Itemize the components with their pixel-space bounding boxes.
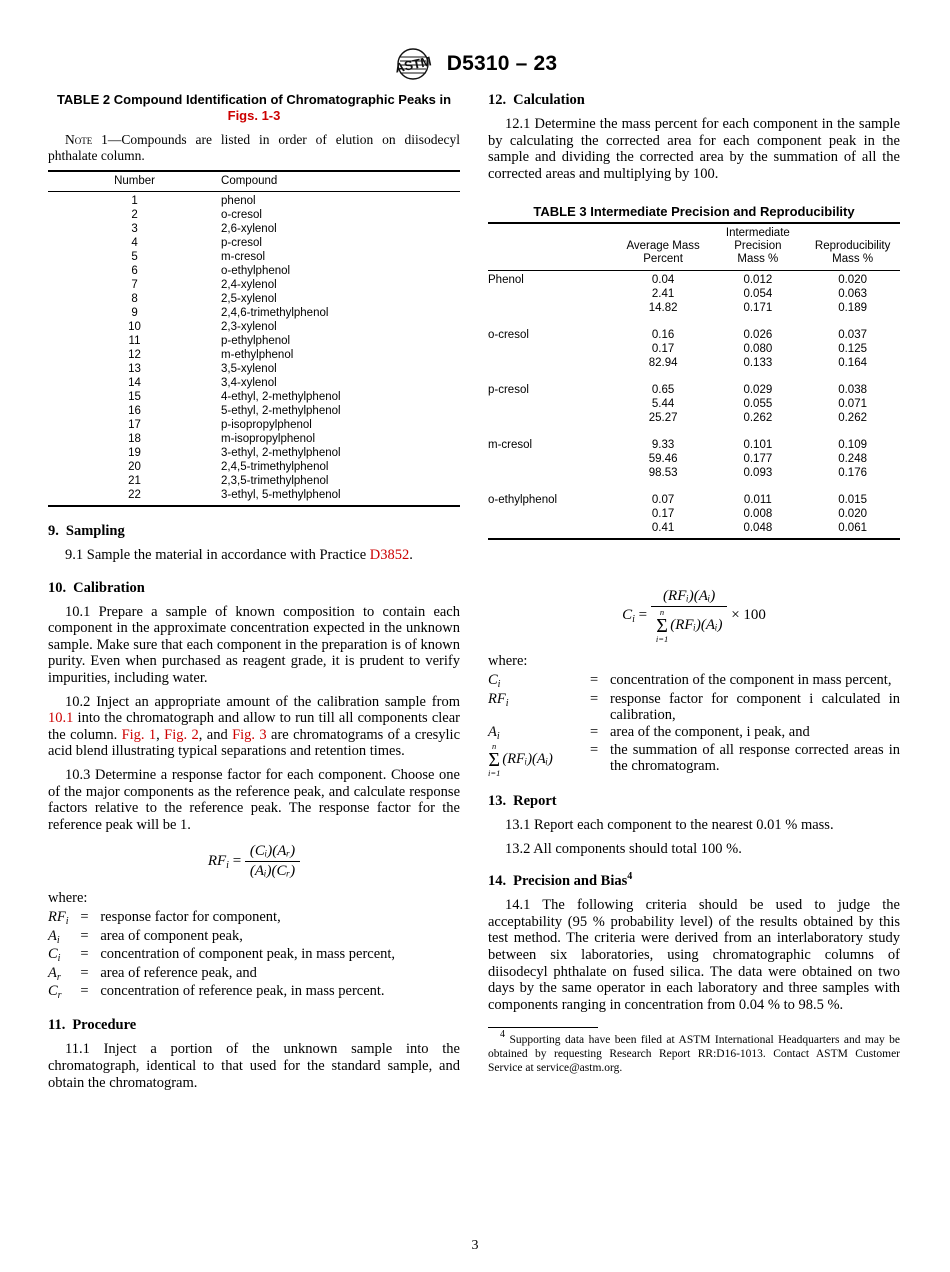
table-row: [48, 362, 460, 376]
document-designation: D5310 – 23: [446, 52, 558, 75]
section-12-heading: [488, 92, 900, 109]
cell-reproducibility: 0.063: [838, 288, 867, 301]
cell-analyte: [488, 342, 616, 356]
cell-compound: 4-ethyl, 2-methylphenol: [221, 391, 341, 403]
cell-reproducibility: 0.189: [838, 302, 867, 315]
cell-average-mass: 0.07: [651, 494, 675, 507]
cell-compound: m-isopropylphenol: [221, 433, 315, 445]
table-row: [488, 328, 900, 342]
table-row: [48, 418, 460, 432]
section-13-number: 13.: [488, 793, 507, 809]
note-text: 1—Compounds are listed in order of elution on diisodecyl phthalate column.: [48, 132, 460, 163]
table-row: [488, 356, 900, 370]
cell-compound: phenol: [221, 195, 256, 207]
summation-lower-limit: i=1: [655, 633, 669, 644]
cell-average-mass: 14.82: [648, 302, 678, 315]
cell-average-mass: 0.65: [651, 384, 675, 397]
svg-text:ASTM: ASTM: [393, 53, 433, 76]
table-row: [48, 292, 460, 306]
cell-precision: 0.012: [743, 274, 773, 287]
cell-reproducibility: 0.262: [838, 412, 867, 425]
cell-number: 10: [128, 321, 141, 333]
paragraph-13-1: 13.1 Report each component to the nearest 0.01 % mass.: [505, 817, 834, 833]
cell-number: 12: [128, 349, 141, 361]
section-12-title: Calculation: [513, 92, 585, 108]
cell-analyte: Phenol: [488, 274, 524, 287]
cell-average-mass: 82.94: [648, 357, 678, 370]
cell-compound: o-cresol: [221, 209, 262, 221]
cell-analyte: [488, 452, 616, 466]
table-group-spacer: [488, 315, 900, 328]
table-row: [48, 222, 460, 236]
definition-row: [48, 965, 460, 983]
cell-number: 11: [128, 335, 141, 347]
xref-d3852[interactable]: D3852: [369, 547, 410, 563]
table-row: [48, 446, 460, 460]
definition-description: area of the component, i peak, and: [610, 723, 810, 740]
cell-reproducibility: 0.176: [838, 467, 867, 480]
paragraph-10-2-b: into the chromatograph and allow to run till all components clear the column.: [48, 710, 460, 743]
definition-row: [48, 946, 460, 964]
definition-row: [488, 691, 900, 724]
cell-reproducibility: 0.038: [838, 384, 867, 397]
table-3-header-reproducibility: Reproducibility Mass %: [805, 223, 900, 271]
where-label-10: where:: [48, 890, 88, 907]
cell-compound: 3-ethyl, 5-methylphenol: [221, 488, 460, 506]
cell-compound: p-cresol: [221, 237, 262, 249]
definition-description: the summation of all response corrected areas in the chromatogram.: [610, 742, 900, 775]
cell-compound: 3-ethyl, 2-methylphenol: [221, 447, 341, 459]
table-row: [48, 376, 460, 390]
cell-reproducibility: 0.125: [838, 343, 867, 356]
table-row: [48, 278, 460, 292]
table-row: [488, 383, 900, 397]
cell-reproducibility: 0.061: [805, 521, 900, 539]
definition-equals: =: [590, 742, 599, 758]
definition-symbol: $A_r$: [48, 964, 61, 983]
cell-precision: 0.080: [743, 343, 773, 356]
table-row: [488, 521, 900, 539]
cell-analyte: [488, 466, 616, 480]
cell-number: 16: [128, 405, 141, 417]
table-group-spacer: [488, 425, 900, 438]
cell-precision: 0.008: [743, 508, 773, 521]
table-2-title: [48, 92, 460, 124]
cell-number: 1: [131, 195, 138, 207]
note-label: Note: [65, 132, 93, 147]
cell-number: 18: [128, 433, 141, 445]
definition-equals: =: [80, 927, 89, 944]
paragraph-9-1-tail: .: [409, 547, 413, 563]
section-14-number: 14.: [488, 873, 507, 890]
cell-average-mass: 5.44: [651, 398, 675, 411]
cell-number: 17: [128, 419, 141, 431]
definition-symbol-summation: n Σ i=1 (RFᵢ)(Aᵢ): [488, 741, 553, 778]
definition-row: [488, 742, 900, 777]
xref-fig-3[interactable]: Fig. 3: [232, 726, 267, 743]
footnote-4: [488, 1029, 900, 1075]
cell-number: 3: [131, 223, 138, 235]
cell-reproducibility: 0.015: [838, 494, 867, 507]
cell-precision: 0.048: [710, 521, 805, 539]
table-row: [48, 306, 460, 320]
cell-average-mass: 0.17: [651, 508, 675, 521]
definition-equals: =: [590, 690, 599, 707]
cell-number: 21: [128, 475, 141, 487]
table-row: [48, 208, 460, 222]
cell-compound: 3,5-xylenol: [221, 363, 277, 375]
table-row: [48, 320, 460, 334]
definition-symbol: $A_i$: [488, 723, 500, 742]
table-row: [48, 334, 460, 348]
definition-equals: =: [590, 672, 599, 689]
table-row: [488, 411, 900, 425]
footnote-text: Supporting data have been filed at ASTM International Headquarters and may be obtained by requesting Research Report RR:D16-1013. Contact ASTM Customer Service at service@astm.org.: [488, 1034, 900, 1074]
cell-average-mass: 98.53: [648, 467, 678, 480]
cell-compound: p-ethylphenol: [221, 335, 291, 347]
section-9-number: 9.: [48, 523, 59, 539]
equation-ci-numerator: (RFᵢ)(Aᵢ): [651, 588, 728, 607]
table-2-note: [48, 132, 460, 163]
cell-average-mass: 0.41: [616, 521, 711, 539]
equation-ci-den-body: (RFᵢ)(Aᵢ): [670, 617, 723, 634]
equation-ci-fraction: [651, 588, 728, 643]
left-column: [48, 92, 460, 1098]
cell-reproducibility: 0.164: [838, 357, 867, 370]
cell-compound: 2,4,6-trimethylphenol: [221, 307, 329, 319]
section-11-title: Procedure: [72, 1017, 137, 1034]
table-2-body: [48, 192, 460, 507]
cell-analyte: [488, 521, 616, 539]
table-2-title-text: TABLE 2 Compound Identification of Chromatographic Peaks in: [56, 92, 452, 107]
cell-compound: p-isopropylphenol: [221, 419, 312, 431]
equation-ci-multiplier: × 100: [731, 607, 766, 624]
table-row: [48, 432, 460, 446]
definition-symbol: $A_i$: [48, 927, 60, 946]
cell-precision: 0.171: [743, 302, 773, 315]
section-11-heading: [48, 1017, 460, 1034]
paragraph-10-2-d: , and: [198, 726, 233, 743]
cell-number: 20: [128, 461, 141, 473]
cell-precision: 0.133: [743, 357, 773, 370]
cell-analyte: [488, 397, 616, 411]
section-10-title: Calibration: [73, 579, 145, 596]
cell-precision: 0.054: [743, 288, 773, 301]
section-9-heading: [48, 523, 460, 540]
equation-rf-denominator: (Aᵢ)(Cᵣ): [249, 863, 296, 880]
cell-compound: o-ethylphenol: [221, 265, 291, 277]
cell-analyte: m-cresol: [488, 439, 533, 452]
cell-precision: 0.101: [743, 439, 773, 452]
table-row: [488, 271, 900, 288]
cell-reproducibility: 0.020: [838, 274, 867, 287]
cell-number: 6: [131, 265, 138, 277]
summation-upper-limit: n: [659, 607, 665, 618]
definition-symbol: $C_i$: [488, 672, 501, 691]
cell-analyte: p-cresol: [488, 384, 529, 397]
definition-description: concentration of component peak, in mass percent,: [100, 946, 396, 963]
table-row: [48, 192, 460, 209]
definition-description: area of component peak,: [100, 927, 243, 944]
cell-compound: 2,6-xylenol: [221, 223, 277, 235]
section-14-title: Precision and Bias: [513, 873, 628, 890]
where-label-12: where:: [488, 653, 528, 670]
table-3-header-average-mass: Average Mass Percent: [616, 223, 711, 271]
definition-equals: =: [80, 946, 89, 963]
definition-equals: =: [80, 909, 89, 926]
table-2-title-xref[interactable]: Figs. 1-3: [227, 108, 281, 123]
summation-operator-inline: n Σ i=1: [488, 741, 501, 778]
cell-number: 5: [131, 251, 138, 263]
paragraph-9-1-text: 9.1 Sample the material in accordance with Practice: [65, 547, 370, 563]
section-10-number: 10.: [48, 579, 67, 596]
definition-description: area of reference peak, and: [100, 964, 257, 981]
cell-number: 9: [131, 307, 138, 319]
paragraph-14-1: 14.1 The following criteria should be used to judge the acceptability (95 % probability level) of the results obtained by this test method. The criteria were derived from an interlaboratory study between six laboratories, using chromatographic columns of diisodecyl phthalate on fused silica. The data were obtained on two days by the same operator in each laboratory and three samples with components ranging in concentration from 0.04 % to 98.5 %.: [488, 897, 900, 1013]
cell-precision: 0.093: [743, 467, 773, 480]
cell-number: 22: [48, 488, 221, 506]
page-number: 3: [471, 1238, 479, 1253]
cell-reproducibility: 0.109: [838, 439, 867, 452]
cell-compound: 3,4-xylenol: [221, 377, 277, 389]
section-11-number: 11.: [48, 1017, 66, 1034]
cell-compound: m-cresol: [221, 251, 266, 263]
section-12-number: 12.: [488, 92, 507, 108]
cell-compound: 2,5-xylenol: [221, 293, 277, 305]
table-row: [48, 488, 460, 506]
paragraph-10-3: 10.3 Determine a response factor for each component. Choose one of the major components as the reference peak, and calculate response factors relative to the reference peak. The response factor for the reference peak will be 1.: [48, 766, 460, 833]
cell-reproducibility: 0.071: [838, 398, 867, 411]
equation-ci-equals: =: [638, 607, 648, 624]
cell-precision: 0.055: [743, 398, 773, 411]
paragraph-11-1: 11.1 Inject a portion of the unknown sample into the chromatograph, identical to that used for the standard sample, and obtain the chromatogram.: [48, 1041, 460, 1091]
paragraph-10-2-e: are chromatograms of a cresylic acid blend illustrating typical separations and retention times.: [48, 726, 461, 760]
cell-analyte: o-ethylphenol: [488, 494, 558, 507]
cell-compound: 2,4,5-trimethylphenol: [221, 461, 329, 473]
definition-row: [488, 672, 900, 690]
table-row: [48, 460, 460, 474]
xref-fig-1[interactable]: Fig. 1: [121, 726, 157, 743]
summation-operator: [656, 608, 668, 643]
cell-precision: 0.029: [743, 384, 773, 397]
paragraph-13-2: 13.2 All components should total 100 %.: [505, 840, 742, 857]
cell-precision: 0.026: [743, 329, 773, 342]
definition-symbol: $C_r$: [48, 982, 62, 1001]
cell-number: 4: [131, 237, 138, 249]
definition-list-10: [48, 909, 460, 1001]
definition-list-12: [488, 672, 900, 777]
table-row: [48, 250, 460, 264]
equation-rf-equals: =: [232, 853, 242, 870]
paragraph-10-2-a: 10.2 Inject an appropriate amount of the calibration sample from: [65, 693, 460, 710]
cell-precision: 0.011: [743, 494, 772, 507]
sigma-icon: Σ: [488, 748, 500, 771]
right-column: [488, 92, 900, 1075]
astm-logo-icon: [393, 48, 433, 80]
table-row: [48, 390, 460, 404]
table-3-header-intermediate-precision: Intermediate Precision Mass %: [710, 223, 805, 271]
table-row: [48, 474, 460, 488]
table-row: [488, 507, 900, 521]
cell-compound: 2,4-xylenol: [221, 279, 277, 291]
definition-symbol: $C_i$: [48, 946, 61, 965]
cell-compound: 2,3,5-trimethylphenol: [221, 475, 329, 487]
cell-number: 13: [128, 363, 141, 375]
equation-ci-denominator: [651, 607, 728, 643]
table-2-header-number: Number: [48, 171, 221, 192]
table-3-title: TABLE 3 Intermediate Precision and Reproducibility: [533, 204, 855, 220]
cell-analyte: o-cresol: [488, 329, 529, 342]
paragraph-9-1: [48, 547, 460, 564]
cell-reproducibility: 0.037: [838, 329, 867, 342]
table-2: [48, 92, 460, 507]
equation-concentration: [488, 588, 900, 643]
equation-response-factor: [48, 843, 460, 880]
definition-symbol: $RF_i$: [48, 909, 69, 928]
cell-analyte: [488, 411, 616, 425]
equation-rf-lhs-sub: i: [226, 860, 229, 872]
table-3-header-blank: [488, 223, 616, 271]
definition-equals: =: [590, 723, 599, 740]
cell-analyte: [488, 287, 616, 301]
cell-analyte: [488, 507, 616, 521]
table-row: [488, 493, 900, 507]
table-row: [488, 301, 900, 315]
table-3: [488, 204, 900, 540]
paragraph-10-2: [48, 694, 460, 760]
definition-row: [48, 928, 460, 946]
section-10-heading: [48, 580, 460, 597]
cell-number: 2: [131, 209, 138, 221]
definition-row: [48, 983, 460, 1001]
document-header: [0, 48, 950, 80]
table-3-body: [488, 271, 900, 540]
table-group-spacer: [488, 370, 900, 383]
table-3-grid: [488, 222, 900, 540]
cell-analyte: [488, 356, 616, 370]
definition-description: concentration of reference peak, in mass percent.: [100, 982, 385, 999]
paragraph-10-2-c: ,: [156, 726, 165, 743]
cell-average-mass: 0.04: [651, 274, 675, 287]
definition-row: [488, 724, 900, 742]
cell-number: 15: [128, 391, 141, 403]
definition-symbol: $RF_i$: [488, 690, 509, 709]
sigma-icon: Σ: [656, 614, 668, 637]
table-row: [48, 264, 460, 278]
table-row: [488, 466, 900, 480]
cell-number: 8: [131, 293, 138, 305]
table-row: [488, 438, 900, 452]
table-2-grid: [48, 170, 460, 507]
table-row: [48, 348, 460, 362]
section-14-heading: [488, 873, 900, 890]
cell-compound: 2,3-xylenol: [221, 321, 277, 333]
cell-precision: 0.177: [743, 453, 773, 466]
cell-average-mass: 2.41: [651, 288, 675, 301]
cell-precision: 0.262: [743, 412, 773, 425]
cell-average-mass: 59.46: [648, 453, 678, 466]
equation-rf-fraction: [245, 843, 300, 880]
cell-reproducibility: 0.248: [838, 453, 867, 466]
equation-ci-lhs: C: [622, 607, 633, 624]
cell-average-mass: 9.33: [651, 439, 675, 452]
cell-average-mass: 0.16: [651, 329, 675, 342]
definition-equals: =: [80, 982, 89, 999]
cell-average-mass: 0.17: [651, 343, 675, 356]
cell-average-mass: 25.27: [648, 412, 678, 425]
table-2-header-compound: Compound: [221, 171, 460, 192]
table-row: [488, 452, 900, 466]
cell-number: 19: [128, 447, 141, 459]
definition-equals: =: [80, 964, 89, 981]
table-row: [48, 404, 460, 418]
cell-number: 14: [128, 377, 141, 389]
cell-number: 7: [131, 279, 138, 291]
footnote-marker: 4: [500, 1029, 505, 1041]
section-14-footnote-marker[interactable]: 4: [627, 871, 633, 883]
definition-row: [48, 909, 460, 927]
definition-description: response factor for component i calculated in calibration,: [610, 690, 900, 724]
equation-rf-lhs: RF: [207, 853, 227, 870]
xref-10-1[interactable]: 10.1: [48, 710, 74, 727]
paragraph-10-1: 10.1 Prepare a sample of known composition to contain each component in the approximate concentration expected in the unknown sample. Make sure that each component in the preparation is of known purity. Even when purchased as reagent grade, it is prudent to verify impurities, including water.: [48, 603, 460, 686]
cell-compound: 5-ethyl, 2-methylphenol: [221, 405, 341, 417]
table-row: [488, 397, 900, 411]
equation-rf-numerator: (Cᵢ)(Aᵣ): [245, 843, 300, 862]
section-9-title: Sampling: [65, 523, 125, 539]
section-13-title: Report: [513, 793, 557, 809]
cell-analyte: [488, 301, 616, 315]
table-row: [48, 236, 460, 250]
paragraph-12-1: 12.1 Determine the mass percent for each component in the sample by calculating the corrected area for each component peak in the sample and dividing the corrected area by the summation of all the corrected areas and multiplying by 100.: [488, 116, 900, 182]
cell-compound: m-ethylphenol: [221, 349, 294, 361]
definition-description: concentration of the component in mass percent,: [610, 672, 892, 689]
table-row: [488, 287, 900, 301]
table-row: [488, 342, 900, 356]
table-group-spacer: [488, 480, 900, 493]
equation-ci-lhs-sub: i: [632, 614, 635, 626]
xref-fig-2[interactable]: Fig. 2: [164, 726, 199, 743]
cell-reproducibility: 0.020: [838, 508, 867, 521]
definition-description: response factor for component,: [100, 909, 281, 926]
section-13-heading: [488, 793, 900, 810]
